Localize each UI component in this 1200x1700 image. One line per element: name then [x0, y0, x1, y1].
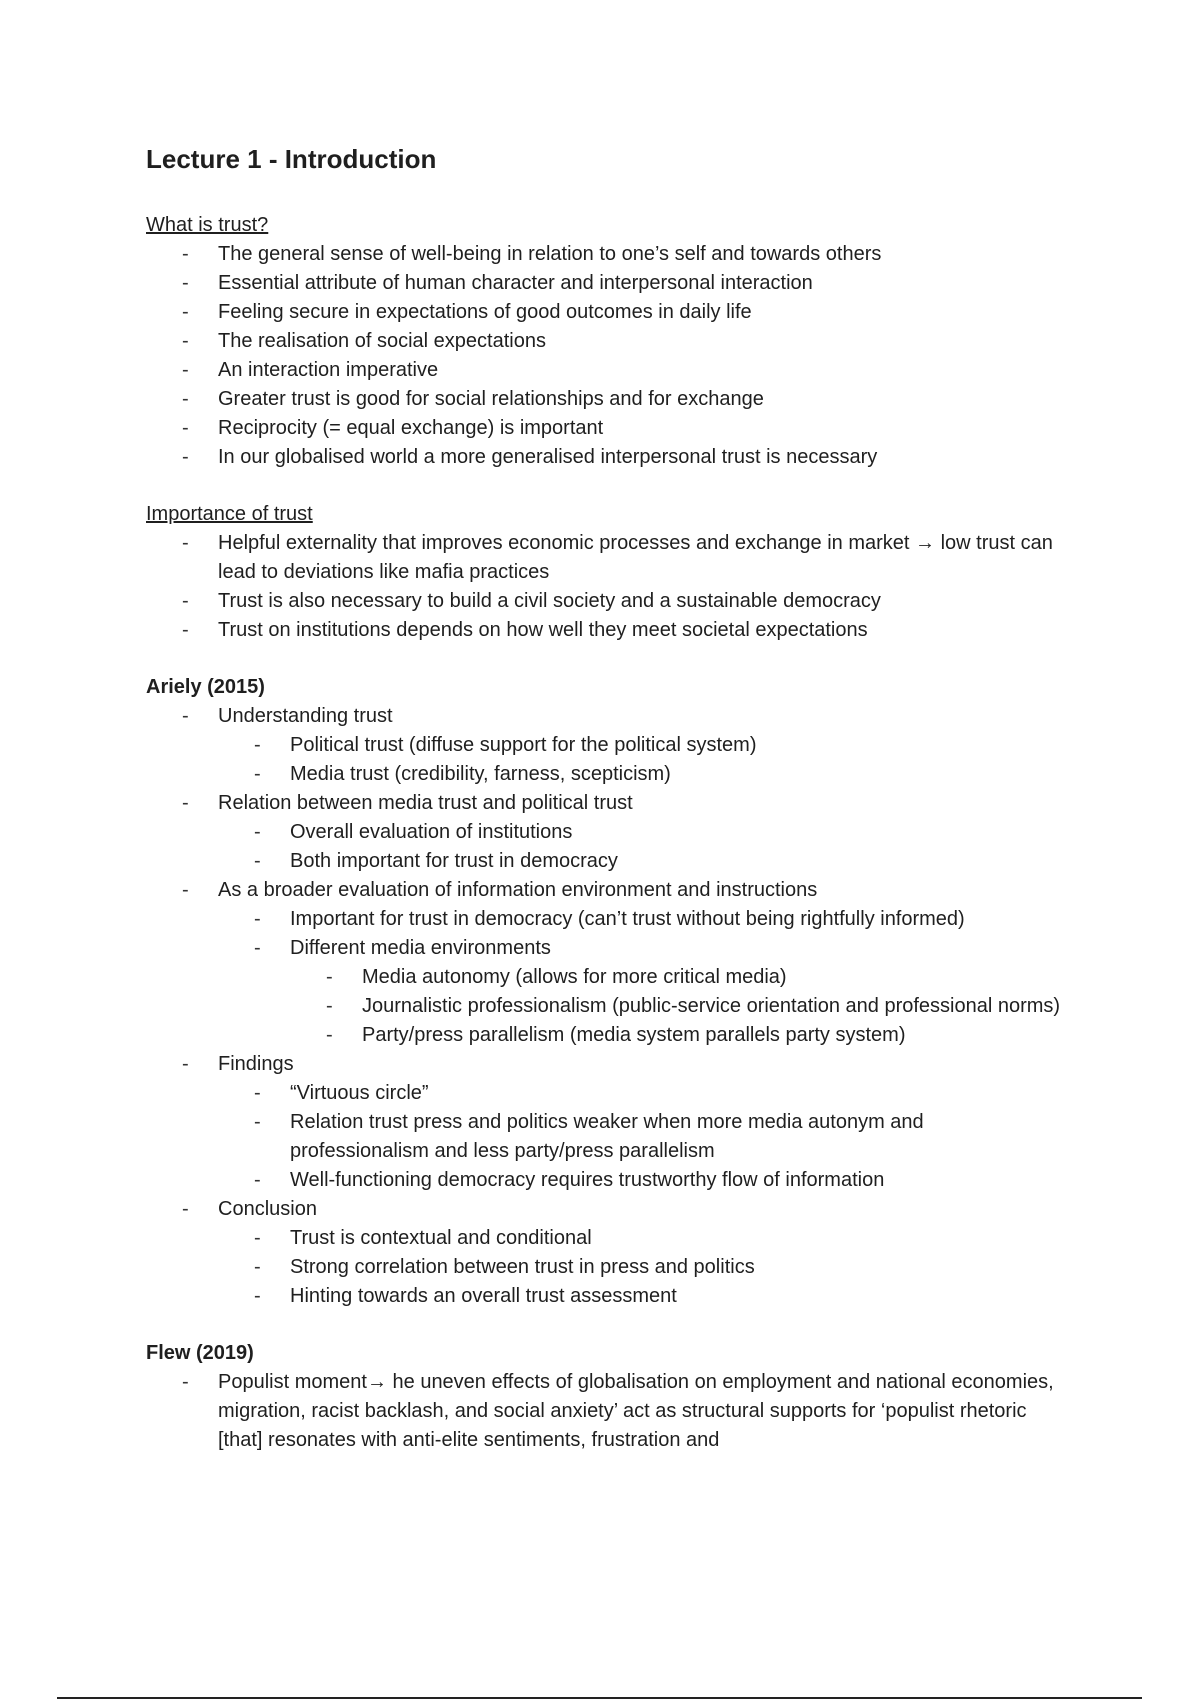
dash-bullet: -: [326, 995, 333, 1018]
dash-bullet: -: [326, 1024, 333, 1047]
section-flew-2019: [146, 1339, 1066, 1455]
dash-bullet: -: [182, 1198, 189, 1221]
list-item: - Media trust (credibility, farness, scepticism): [218, 760, 1066, 789]
list-item: - Party/press parallelism (media system parallels party system): [290, 1021, 1066, 1050]
bullet-list: [146, 240, 1066, 472]
list-item: - Media autonomy (allows for more critical media): [290, 963, 1066, 992]
list-item: - Conclusion - Trust is contextual and conditional - Strong correlation between trust in press and politics - Hinting towards an overall trust assessment: [146, 1195, 1066, 1311]
list-item: - Both important for trust in democracy: [218, 847, 1066, 876]
dash-bullet: -: [182, 446, 189, 469]
list-item: - Well-functioning democracy requires trustworthy flow of information: [218, 1166, 1066, 1195]
list-item: - Trust on institutions depends on how well they meet societal expectations: [146, 616, 1066, 645]
dash-bullet: -: [182, 1371, 189, 1394]
list-item: - Relation trust press and politics weaker when more media autonym and professionalism and less party/press parallelism: [218, 1108, 1066, 1166]
list-item: - The general sense of well-being in relation to one’s self and towards others: [146, 240, 1066, 269]
list-item: - The realisation of social expectations: [146, 327, 1066, 356]
sub-bullet-list: [218, 1079, 1066, 1195]
list-item: - Findings - “Virtuous circle” - Relation trust press and politics weaker when more media autonym and professionalism and less party/press parallelism - Well-functioning democracy requires trustworthy flow of information: [146, 1050, 1066, 1195]
section-ariely-2015: [146, 673, 1066, 1311]
list-item: - Greater trust is good for social relationships and for exchange: [146, 385, 1066, 414]
sub-sub-bullet-list: [290, 963, 1066, 1050]
list-item: - Populist moment→ he uneven effects of globalisation on employment and national economies, migration, racist backlash, and social anxiety’ act as structural supports for ‘populist rhetoric [that] resonates with anti-elite sentiments, frustration and: [146, 1368, 1066, 1455]
sub-bullet-list: [218, 818, 1066, 876]
sub-bullet-list: [218, 905, 1066, 1050]
dash-bullet: -: [254, 821, 261, 844]
section-heading: Importance of trust: [146, 503, 313, 526]
section-heading: Flew (2019): [146, 1342, 254, 1365]
dash-bullet: -: [182, 879, 189, 902]
dash-bullet: -: [182, 388, 189, 411]
list-item: - Overall evaluation of institutions: [218, 818, 1066, 847]
section-importance-of-trust: [146, 500, 1066, 645]
dash-bullet: -: [182, 301, 189, 324]
dash-bullet: -: [182, 590, 189, 613]
dash-bullet: -: [182, 243, 189, 266]
list-item: - Feeling secure in expectations of good outcomes in daily life: [146, 298, 1066, 327]
section-heading: What is trust?: [146, 214, 269, 237]
dash-bullet: -: [182, 792, 189, 815]
section-heading: Ariely (2015): [146, 676, 265, 699]
dash-bullet: -: [254, 1111, 261, 1134]
dash-bullet: -: [254, 1256, 261, 1279]
list-item: - Trust is contextual and conditional: [218, 1224, 1066, 1253]
section-what-is-trust: [146, 211, 1066, 472]
list-item: - An interaction imperative: [146, 356, 1066, 385]
dash-bullet: -: [254, 1082, 261, 1105]
list-item: - Understanding trust - Political trust (diffuse support for the political system) - Media trust (credibility, farness, scepticism): [146, 702, 1066, 789]
sub-bullet-list: [218, 1224, 1066, 1311]
dash-bullet: -: [254, 850, 261, 873]
list-item: - Political trust (diffuse support for the political system): [218, 731, 1066, 760]
list-item: - As a broader evaluation of information environment and instructions - Important for trust in democracy (can’t trust without being rightfully informed) - Different media environments - Media autonomy (allows for more critical media) - Journalistic professionalism (public-service orientation and professional norms) - Party/press parallelism (media system parallels party system): [146, 876, 1066, 1050]
bullet-list: [146, 529, 1066, 645]
list-item: - Different media environments - Media autonomy (allows for more critical media) - Journalistic professionalism (public-service orientation and professional norms) - Party/press parallelism (media system parallels party system): [218, 934, 1066, 1050]
list-item: - In our globalised world a more generalised interpersonal trust is necessary: [146, 443, 1066, 472]
dash-bullet: -: [254, 908, 261, 931]
dash-bullet: -: [182, 1053, 189, 1076]
sub-bullet-list: [218, 731, 1066, 789]
dash-bullet: -: [182, 272, 189, 295]
list-item: - Strong correlation between trust in press and politics: [218, 1253, 1066, 1282]
list-item: - Helpful externality that improves economic processes and exchange in market → low trust can lead to deviations like mafia practices: [146, 529, 1066, 587]
dash-bullet: -: [254, 734, 261, 757]
dash-bullet: -: [182, 417, 189, 440]
dash-bullet: -: [254, 1227, 261, 1250]
bullet-list: [146, 1368, 1066, 1455]
list-item: - Journalistic professionalism (public-service orientation and professional norms): [290, 992, 1066, 1021]
dash-bullet: -: [254, 1169, 261, 1192]
document-page: [146, 144, 1066, 1483]
dash-bullet: -: [182, 705, 189, 728]
list-item: - Reciprocity (= equal exchange) is important: [146, 414, 1066, 443]
dash-bullet: -: [254, 1285, 261, 1308]
dash-bullet: -: [254, 937, 261, 960]
list-item: - Trust is also necessary to build a civil society and a sustainable democracy: [146, 587, 1066, 616]
dash-bullet: -: [326, 966, 333, 989]
list-item: - Important for trust in democracy (can’t trust without being rightfully informed): [218, 905, 1066, 934]
list-item: - Hinting towards an overall trust assessment: [218, 1282, 1066, 1311]
dash-bullet: -: [182, 532, 189, 555]
list-item: - Essential attribute of human character and interpersonal interaction: [146, 269, 1066, 298]
dash-bullet: -: [182, 359, 189, 382]
list-item: - Relation between media trust and political trust - Overall evaluation of institutions - Both important for trust in democracy: [146, 789, 1066, 876]
dash-bullet: -: [254, 763, 261, 786]
dash-bullet: -: [182, 619, 189, 642]
page-title: Lecture 1 - Introduction: [146, 144, 437, 174]
dash-bullet: -: [182, 330, 189, 353]
list-item: - “Virtuous circle”: [218, 1079, 1066, 1108]
bullet-list: [146, 702, 1066, 1311]
page-bottom-divider: [57, 1697, 1142, 1699]
